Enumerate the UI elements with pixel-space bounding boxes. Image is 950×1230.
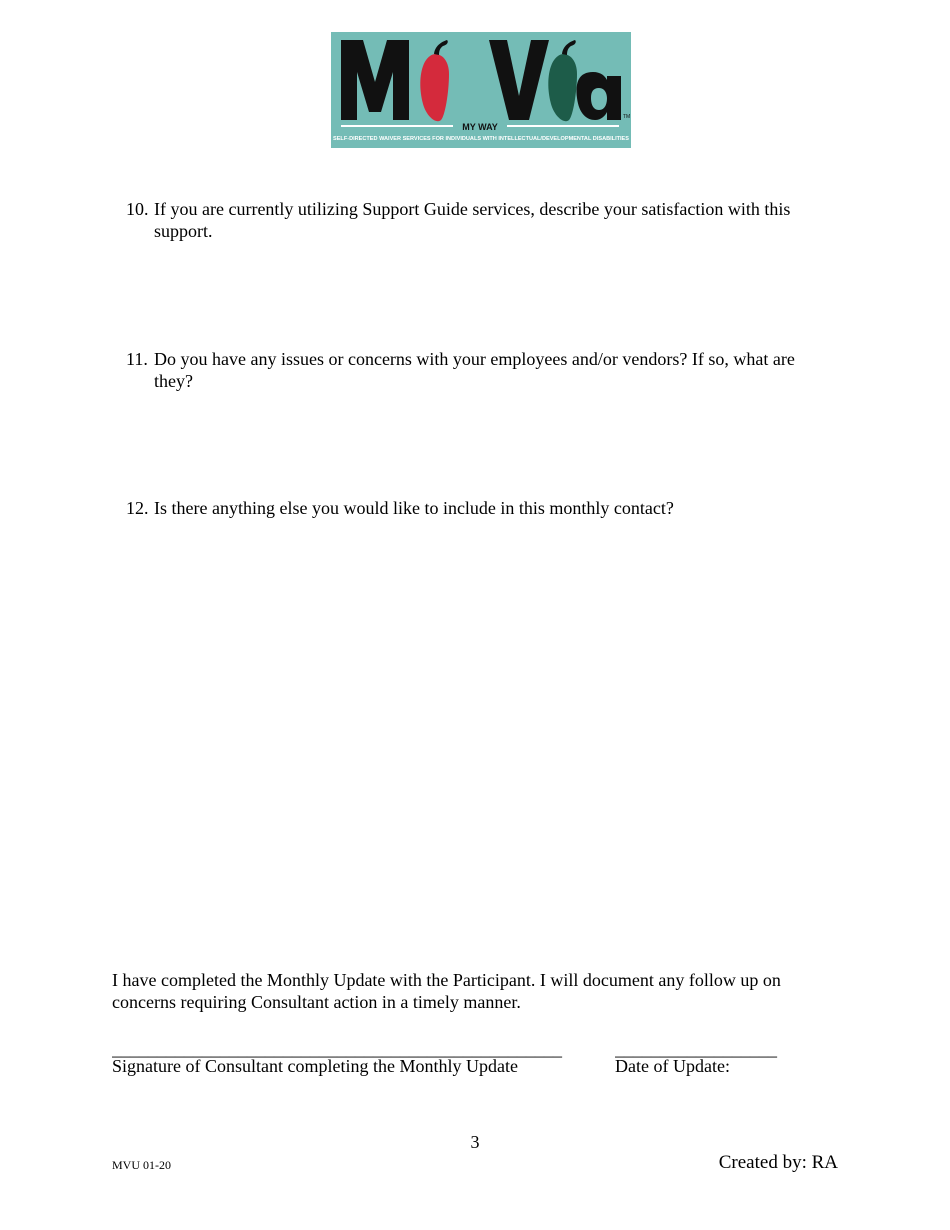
created-by: Created by: RA <box>718 1152 838 1173</box>
question-number: 10. <box>126 199 149 219</box>
signature-label: Signature of Consultant completing the Monthly Update <box>112 1056 518 1076</box>
logo-subtitle: SELF-DIRECTED WAIVER SERVICES FOR INDIVIDUALS WITH INTELLECTUAL/DEVELOPMENTAL DISABILITIES <box>333 136 630 142</box>
logo-tagline: MY WAY <box>462 122 498 132</box>
question-text: Is there anything else you would like to include in this monthly contact? <box>154 498 674 518</box>
date-label: Date of Update: <box>615 1056 730 1076</box>
question-number: 11. <box>126 349 148 369</box>
signature-line[interactable]: __________________________________________________ <box>112 1039 562 1059</box>
form-code: MVU 01-20 <box>112 1158 171 1172</box>
mi-via-logo-graphic <box>331 32 631 148</box>
question-text: Do you have any issues or concerns with your employees and/or vendors? If so, what are they? <box>154 349 795 391</box>
page-number: 3 <box>470 1132 480 1152</box>
question-number: 12. <box>126 498 149 518</box>
logo-trademark: TM <box>623 114 631 120</box>
question-10 <box>126 198 836 242</box>
date-line[interactable]: __________________ <box>615 1039 777 1059</box>
question-12 <box>126 497 836 519</box>
mi-via-logo <box>331 32 631 148</box>
consultant-statement: I have completed the Monthly Update with the Participant. I will document any follow up on concerns requiring Consultant action in a timely manner. <box>112 970 781 1012</box>
question-11 <box>126 348 836 392</box>
question-text: If you are currently utilizing Support Guide services, describe your satisfaction with this support. <box>154 199 791 241</box>
